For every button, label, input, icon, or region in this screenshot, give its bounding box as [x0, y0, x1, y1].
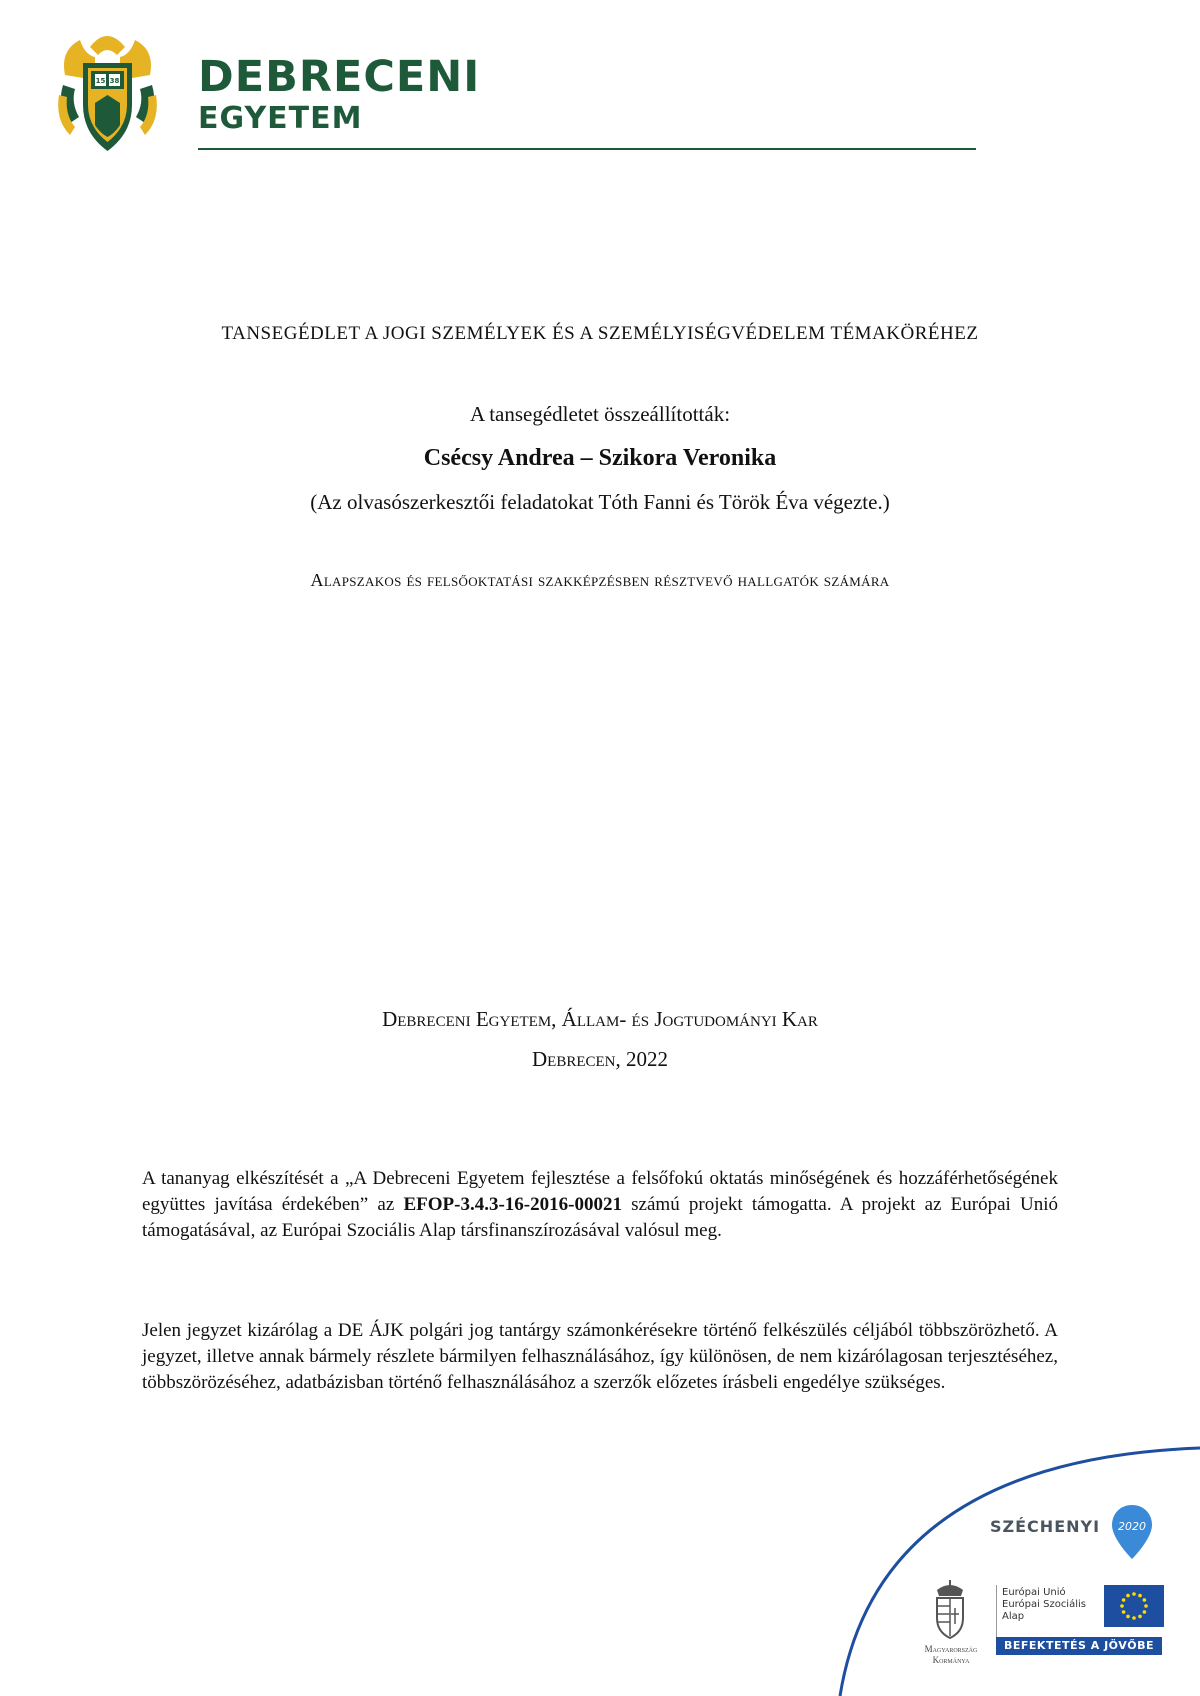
funding-text-after: számú projekt támogatta. A projekt az Európai Unió támogatásával, az Európai Szociális Alap társfinanszírozásával valósul meg. — [142, 1194, 1058, 1241]
eu-line-2: Európai Szociális — [1002, 1599, 1086, 1610]
project-code: EFOP-3.4.3-16-2016-00021 — [403, 1194, 622, 1215]
compiled-by-label: A tansegédletet összeállították: — [469, 402, 731, 426]
government-label — [898, 1644, 1004, 1666]
place-and-year: Debrecen, 2022 — [531, 1047, 668, 1071]
szechenyi-wordmark: SZÉCHENYI — [990, 1517, 1101, 1536]
funding-paragraph — [142, 1166, 1058, 1244]
university-subname: EGYETEM — [198, 101, 363, 136]
government-line-2: Kormánya — [932, 1655, 970, 1665]
eu-line-3: Alap — [1002, 1611, 1025, 1622]
crest-year-left: 15 — [95, 77, 106, 85]
eu-line-1: Európai Unió — [1002, 1587, 1066, 1598]
editors-note: (Az olvasószerkesztői feladatokat Tóth Fanni és Török Éva végezte.) — [310, 490, 890, 514]
institution: Debreceni Egyetem, Állam- és Jogtudományi Kar — [382, 1007, 818, 1031]
university-name: DEBRECENI — [198, 52, 481, 102]
university-crest-logo — [55, 25, 160, 155]
eu-fund-label — [1002, 1587, 1086, 1623]
map-pin-icon — [1110, 1503, 1154, 1561]
copyright-notice: Jelen jegyzet kizárólag a DE ÁJK polgári jog tantárgy számonkérésekre történő felkészülés céljából többszörözhető. A jegyzet, illetve annak bármely részlete bármilyen felhasználásához, így különösen, de nem kizárólagosan terjesztéséhez, többszörözéséhez, adatbázisban történő felhasználásához a szerzők előzetes írásbeli engedélye szükséges. — [142, 1320, 1058, 1393]
document-title: TANSEGÉDLET A JOGI SZEMÉLYEK ÉS A SZEMÉLYISÉGVÉDELEM TÉMAKÖRÉHEZ — [221, 323, 979, 344]
hungarian-coat-of-arms-icon — [925, 1578, 975, 1640]
eu-flag-icon — [1104, 1585, 1164, 1627]
funding-text-before: A tananyag elkészítését a „A Debreceni Egyetem fejlesztése a felsőfokú oktatás minőségének és hozzáférhetőségének együttes javítása érdekében” az — [142, 1168, 1058, 1215]
header-divider — [198, 148, 976, 150]
eu-divider — [996, 1585, 997, 1637]
footer-arc-decoration — [838, 1440, 1200, 1696]
szechenyi-year: 2020 — [1118, 1520, 1146, 1533]
government-line-1: Magyarország — [924, 1644, 978, 1654]
target-audience: Alapszakos és felsőoktatási szakképzésben résztvevő hallgatók számára — [310, 570, 890, 590]
invest-in-future-banner: BEFEKTETÉS A JÖVŐBE — [996, 1637, 1162, 1655]
crest-year-right: 38 — [109, 77, 120, 85]
authors: Csécsy Andrea – Szikora Veronika — [423, 445, 777, 471]
